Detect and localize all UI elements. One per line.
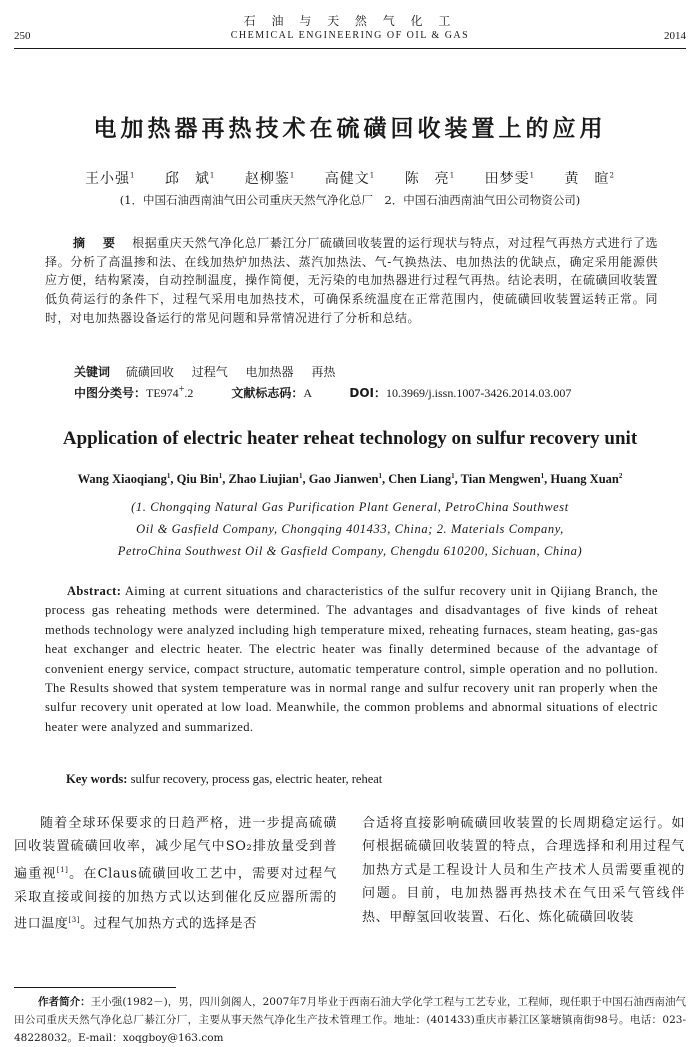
abstract-en xyxy=(45,582,658,737)
author-list-cn xyxy=(0,168,700,188)
author-en: Qiu Bin$^1$ xyxy=(176,472,223,487)
abstract-cn xyxy=(45,234,658,328)
clc-value: TE974 xyxy=(146,386,179,400)
author-cn: 陈 亮$^1$ xyxy=(404,171,456,187)
footnote-text: 王小强(1982－)，男，四川剑阁人，2007年7月毕业于西南石油大学化学工程与工艺专业，工程师，现任职于中国石油西南油气田公司重庆天然气净化总厂綦江分厂，主要从事天然气净化生产技术管理工作。地址：(401433)重庆市綦江区篆塘镇南街98号。电话：023-48228032。E-mail：xoqgboy@163.com xyxy=(14,996,686,1044)
keyword-cn: 再热 xyxy=(311,365,336,379)
affiliation-line: PetroChina Southwest Oil & Gasfield Company, Chengdu 610200, Sichuan, China) xyxy=(117,544,583,558)
body-column-right xyxy=(362,812,685,929)
article-title-en: Application of electric heater reheat technology on sulfur recovery unit xyxy=(62,428,638,449)
publication-year: 2014 xyxy=(664,30,686,42)
affiliations-en xyxy=(0,496,700,562)
keywords-label-cn: 关键词 xyxy=(74,365,111,379)
author-en: Zhao Liujian$^1$ xyxy=(228,472,303,487)
author-cn: 邱 斌$^1$ xyxy=(164,171,216,187)
author-cn: 黄 暄$^2$ xyxy=(564,171,615,187)
author-en: Wang Xiaoqiang$^1$ xyxy=(77,472,171,487)
keywords-text-en: sulfur recovery, process gas, electric heater, reheat xyxy=(127,772,383,786)
footnote-rule xyxy=(14,987,176,988)
abstract-text-cn: 根据重庆天然气净化总厂綦江分厂硫磺回收装置的运行现状与特点，对过程气再热方式进行了选择。分析了高温掺和法、在线加热炉加热法、蒸汽加热法、气-气换热法、电加热法的优缺点，确定采用能源供应方便，结构紧凑，自动控制温度，操作简便，无污染的电加热器进行过程气再热。结论表明，在硫磺回收装置低负荷运行的条件下，过程气采用电加热技术，可确保系统温度在正常范围内，使硫磺回收装置运转正常。同时，对电加热器设备运行的常见问题和异常情况进行了分析和总结。 xyxy=(45,236,658,325)
page-number: 250 xyxy=(14,30,31,42)
doi-value: 10.3969/j.issn.1007-3426.2014.03.007 xyxy=(386,386,572,400)
clc-label: 中图分类号： xyxy=(74,386,147,400)
author-en: Huang Xuan$^2$ xyxy=(550,472,623,487)
footnote-label: 作者简介： xyxy=(38,996,91,1008)
clc-tail: .2 xyxy=(184,386,194,400)
clc-sup: + xyxy=(178,384,185,395)
author-cn: 高健文$^1$ xyxy=(324,171,376,187)
author-cn: 田梦雯$^1$ xyxy=(484,171,536,187)
abstract-label-en: Abstract: xyxy=(67,584,122,598)
author-cn: 王小强$^1$ xyxy=(85,171,136,187)
citation-ref: [3] xyxy=(68,915,81,924)
citation-ref: [1] xyxy=(56,865,69,874)
affiliation-line: Oil & Gasfield Company, Chongqing 401433, China; 2. Materials Company, xyxy=(136,522,564,536)
keywords-label-en: Key words: xyxy=(66,772,128,786)
article-title-cn: 电加热器再热技术在硫磺回收装置上的应用 xyxy=(93,116,607,142)
abstract-text-en: Aiming at current situations and characteristics of the sulfur recovery unit in Qijiang Branch, the process gas reheating methods were determined. The advantages and disadvantages of five kinds of reheat methods technology were analyzed including high temperature mixed, reheating furnaces, steam heating, gas-gas heat exchanger and electric heater. The electric heater was finally determined because of the advantage of convenient energy service, compact structure, automatic temperature control, simple operation and no pollution. The Results showed that system temperature was in normal range and sulfur recovery unit ran properly when the sulfur recovery unit operated at low load. Meanwhile, the common problems and abnormal situations of electric heater were analyzed and summarized. xyxy=(45,584,658,734)
affiliations-cn: (1．中国石油西南油气田公司重庆天然气净化总厂 2．中国石油西南油气田公司物资公司) xyxy=(119,193,581,207)
keyword-cn: 电加热器 xyxy=(245,365,294,379)
body-text: 合适将直接影响硫磺回收装置的长周期稳定运行。如何根据硫磺回收装置的特点，合理选择和利用过程气加热方式是工程设计人员和生产技术人员需要重视的问题。目前，电加热器再热技术在气田采气管线伴热、甲醇氢回收装置、石化、炼化硫磺回收装 xyxy=(362,816,685,925)
keywords-en xyxy=(66,772,382,787)
author-en: Chen Liang$^1$ xyxy=(388,472,455,487)
body-text: 随着全球环保要求的日趋严格，进一步提高硫磺回收装置硫磺回收率，减少尾气中SO₂排放量受到普遍重视 xyxy=(14,816,337,882)
author-en: Gao Jianwen$^1$ xyxy=(308,472,383,487)
keyword-cn: 硫磺回收 xyxy=(125,365,174,379)
abstract-label-cn: 摘 要 xyxy=(73,236,119,250)
journal-title-cn: 石 油 与 天 然 气 化 工 xyxy=(243,14,457,28)
classification-line xyxy=(74,384,571,401)
doi-label: DOI： xyxy=(349,386,386,400)
author-en: Tian Mengwen$^1$ xyxy=(460,472,545,487)
author-cn: 赵柳鉴$^1$ xyxy=(244,171,296,187)
keyword-cn: 过程气 xyxy=(191,365,228,379)
author-footnote xyxy=(14,993,686,1047)
doc-code-value: A xyxy=(303,386,312,400)
body-text: 。过程气加热方式的选择是否 xyxy=(80,916,257,932)
author-list-en: Wang Xiaoqiang$^1$, Qiu Bin$^1$, Zhao Liujian$^1$, Gao Jianwen$^1$, Chen Liang$^1$, Tian Mengwen$^1$, Huang Xuan$^2$ xyxy=(77,472,623,487)
header-rule xyxy=(14,48,686,49)
body-text: 。在Claus硫磺回收工艺中，需要对过程气采取直接或间接的加热方式以达到催化反应器所需的进口温度 xyxy=(14,866,337,932)
running-header xyxy=(14,8,686,50)
body-column-left xyxy=(14,812,337,936)
keywords-cn xyxy=(74,363,349,380)
affiliation-line: (1. Chongqing Natural Gas Purification Plant General, PetroChina Southwest xyxy=(131,500,569,514)
doc-code-label: 文献标志码： xyxy=(231,386,304,400)
journal-title-en: CHEMICAL ENGINEERING OF OIL & GAS xyxy=(230,30,470,41)
